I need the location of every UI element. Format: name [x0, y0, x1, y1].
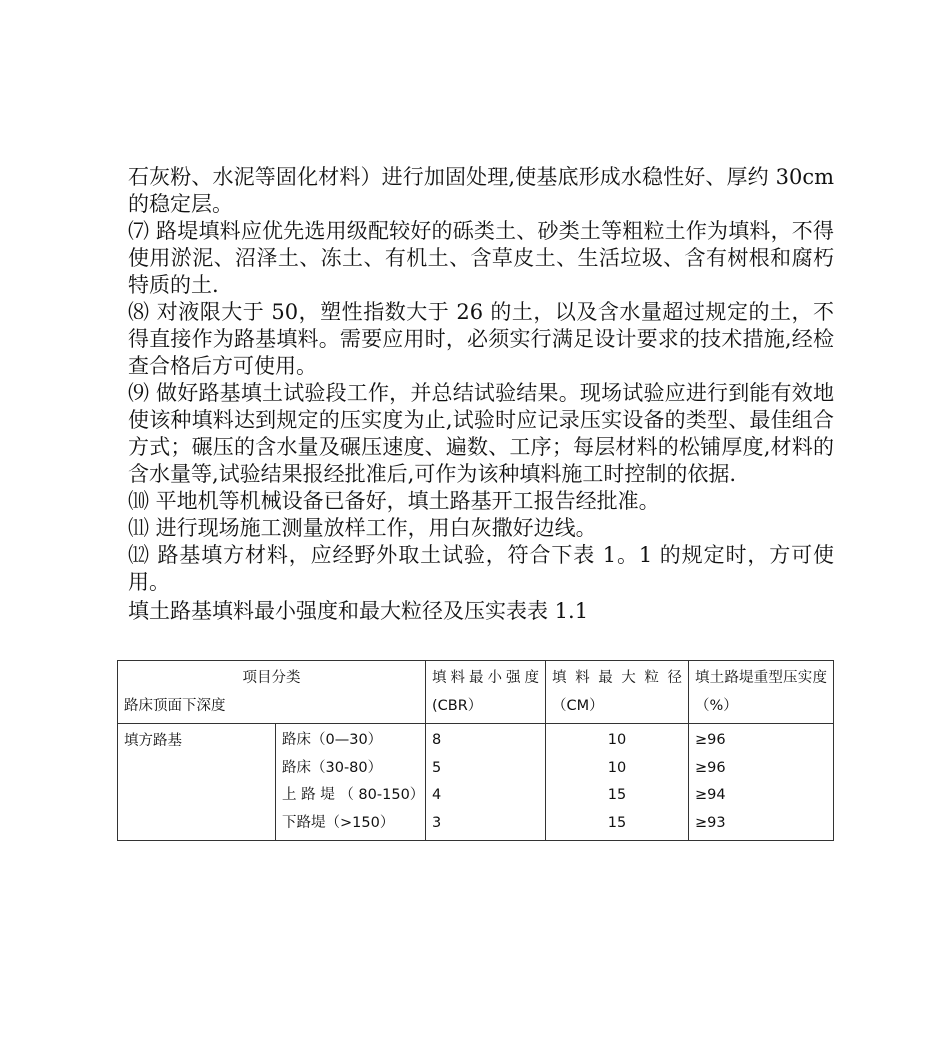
size-value: 10 — [607, 732, 627, 748]
cbr-value: 8 — [432, 732, 442, 748]
header-max-size: 填料最大粒径（CM） — [546, 661, 689, 724]
compaction-value: ≥93 — [695, 814, 726, 831]
paragraph-item-9: ⑼ 做好路基填土试验段工作，并总结试验结果。现场试验应进行到能有效地使该种填料达到规定的压实度为止,试验时应记录压实设备的类型、最佳组合方式；碾压的含水量及碾压速度、遍数、工序；每层材料的松铺厚度,材料的含水量等,试验结果报经批准后,可作为该种填料施工时控制的依据. — [128, 381, 834, 486]
header-depth-label: 路床顶面下深度 — [124, 698, 226, 714]
paragraph-continuation: 石灰粉、水泥等固化材料）进行加固处理,使基底形成水稳性好、厚约 30cm 的稳定层。 — [128, 165, 834, 216]
compaction-cell — [689, 724, 834, 841]
paragraph-item-8: ⑻ 对液限大于 50，塑性指数大于 26 的土，以及含水量超过规定的土，不得直接作为路基填料。需要应用时，必须实行满足设计要求的技术措施,经检查合格后方可使用。 — [128, 300, 834, 378]
depth-item: 路床（0—30） — [282, 732, 383, 748]
table-caption: 填土路基填料最小强度和最大粒径及压实表表 1.1 — [128, 599, 589, 623]
document-body — [128, 164, 834, 625]
row-label-cell: 填方路基 — [118, 724, 276, 841]
depth-item: 上 路 堤 （ 80-150） — [282, 787, 425, 803]
compaction-value: ≥94 — [695, 787, 726, 803]
compaction-value: ≥96 — [695, 759, 726, 776]
size-value: 15 — [607, 787, 627, 803]
table-header-row — [118, 661, 834, 724]
header-min-strength: 填料最小强度(CBR） — [426, 661, 546, 724]
table-row — [118, 724, 834, 841]
depth-item: 路床（30-80） — [282, 759, 383, 776]
cbr-cell — [426, 724, 546, 841]
header-category-label: 项目分类 — [242, 670, 301, 686]
paragraph-item-11: ⑾ 进行现场施工测量放样工作，用白灰撒好边线。 — [128, 516, 597, 540]
paragraph-item-7: ⑺ 路堤填料应优先选用级配较好的砾类土、砂类土等粗粒土作为填料，不得使用淤泥、沼泽土、冻土、有机土、含草皮土、生活垃圾、含有树根和腐朽特质的土. — [128, 219, 834, 297]
paragraph-item-12: ⑿ 路基填方材料，应经野外取土试验，符合下表 1。1 的规定时，方可使用。 — [128, 543, 834, 594]
compaction-value: ≥96 — [695, 732, 726, 748]
fill-material-table — [117, 660, 834, 841]
depth-item: 下路堤（>150） — [282, 814, 395, 831]
cbr-value: 5 — [432, 759, 442, 776]
size-value: 10 — [607, 759, 627, 776]
size-cell — [546, 724, 689, 841]
size-value: 15 — [607, 814, 627, 831]
cbr-value: 4 — [432, 787, 442, 803]
paragraph-item-10: ⑽ 平地机等机械设备已备好，填土路基开工报告经批准。 — [128, 489, 660, 513]
header-compaction: 填土路堤重型压实度（%） — [689, 661, 834, 724]
depth-cell — [276, 724, 426, 841]
cbr-value: 3 — [432, 814, 442, 831]
header-category-cell — [118, 661, 426, 724]
